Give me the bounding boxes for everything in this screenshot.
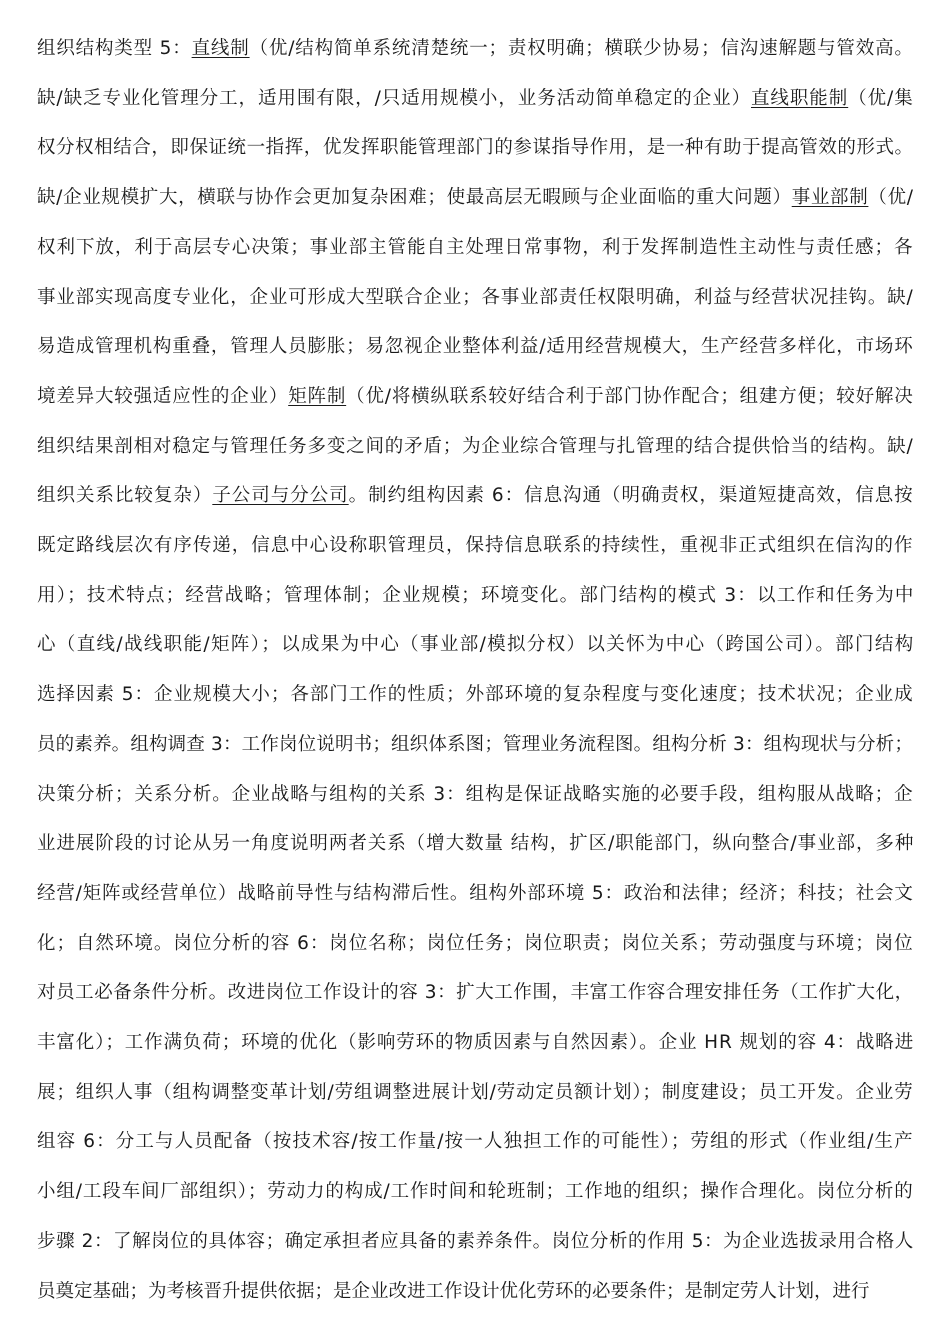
text-line — [37, 533, 913, 559]
text-segment: 选择因素 5：企业规模大小；各部门工作的性质；外部环境的复杂程度与变化速度；技术状况；企业成 — [37, 684, 914, 706]
text-line — [37, 185, 914, 211]
text-segment: 事业部实现高度专业化，企业可形成大型联合企业；各事业部责任权限明确，利益与经营状况挂钩。缺/ — [37, 286, 914, 308]
text-line — [37, 931, 914, 957]
text-line — [37, 1030, 914, 1056]
text-segment: 缺/企业规模扩大，横联与协作会更加复杂困难；使最高层无暇顾与企业面临的重大问题） — [37, 187, 792, 209]
text-line — [37, 1229, 914, 1255]
text-line — [37, 36, 914, 62]
text-segment: 用）；技术特点；经营战略；管理体制；企业规模；环境变化。部门结构的模式 3：以工作和任务为中 — [37, 584, 915, 606]
text-line — [37, 1129, 914, 1155]
text-line — [37, 86, 914, 112]
text-segment: 权利下放，利于高层专心决策；事业部主管能自主处理日常事物，利于发挥制造性主动性与责任感；各 — [37, 236, 914, 258]
text-segment: （优/集 — [848, 87, 914, 109]
text-segment: 步骤 2：了解岗位的具体容；确定承担者应具备的素养条件。岗位分析的作用 5：为企业选拔录用合格人 — [37, 1230, 914, 1252]
text-line — [37, 881, 914, 907]
text-segment: 对员工必备条件分析。改进岗位工作设计的容 3：扩大工作围，丰富工作容合理安排任务（工作扩大化， — [37, 982, 914, 1004]
text-segment: 展；组织人事（组构调整变革计划/劳组调整进展计划/劳动定员额计划）；制度建设；员工开发。企业劳 — [37, 1081, 914, 1103]
text-line — [37, 1279, 870, 1305]
text-segment: 经营/矩阵或经营单位）战略前导性与结构滞后性。组构外部环境 5：政治和法律；经济；科技；社会文 — [37, 882, 914, 904]
text-segment: 组织结构类型 5： — [37, 38, 192, 59]
text-line — [37, 1080, 914, 1106]
text-line — [37, 632, 915, 658]
text-segment: 既定路线层次有序传递，信息中心设称职管理员，保持信息联系的持续性，重视非正式组织在信沟的作 — [37, 535, 914, 556]
text-segment: 组织结果剖相对稳定与管理任务多变之间的矛盾；为企业综合管理与扎管理的结合提供恰当的结构。缺/ — [37, 435, 914, 457]
underlined-term: 直线职能制 — [751, 87, 849, 109]
text-line — [37, 682, 914, 708]
text-line — [37, 135, 914, 161]
text-line — [37, 285, 914, 311]
text-segment: 业进展阶段的讨论从另一角度说明两者关系（增大数量 结构，扩区/职能部门，纵向整合/事业部，多种 — [37, 833, 915, 855]
text-segment: 。制约组构因素 6：信息沟通（明确责权，渠道短捷高效，信息按 — [348, 485, 914, 507]
text-segment: 缺/缺乏专业化管理分工，适用围有限，/只适用规模小，业务活动简单稳定的企业） — [37, 87, 751, 109]
text-line — [37, 583, 915, 609]
underlined-term: 子公司与分公司 — [212, 485, 349, 507]
text-line — [37, 334, 914, 360]
text-line — [37, 483, 914, 509]
text-line — [37, 384, 914, 410]
text-segment: 权分权相结合，即保证统一指挥，优发挥职能管理部门的参谋指导作用，是一种有助于提高管效的形式。 — [37, 137, 914, 159]
text-segment: 丰富化）；工作满负荷；环境的优化（影响劳环的物质因素与自然因素）。企业 HR 规划的容 4：战略进 — [37, 1032, 915, 1053]
text-segment: 员奠定基础；为考核晋升提供依据；是企业改进工作设计优化劳环的必要条件；是制定劳人计划，进行 — [37, 1280, 870, 1302]
text-line — [37, 732, 913, 758]
text-line — [37, 1179, 914, 1205]
text-line — [37, 831, 914, 857]
text-segment: 心（直线/战线职能/矩阵）；以成果为中心（事业部/模拟分权）以关怀为中心（跨国公司）。部门结构 — [37, 634, 915, 656]
text-line — [37, 782, 914, 808]
underlined-term: 事业部制 — [791, 187, 869, 209]
underlined-term: 直线制 — [191, 38, 250, 59]
text-line — [37, 980, 914, 1006]
text-line — [37, 235, 913, 261]
text-segment: 决策分析；关系分析。企业战略与组构的关系 3：组构是保证战略实施的必要手段，组构服从战略；企 — [37, 783, 914, 805]
text-segment: 化；自然环境。岗位分析的容 6：岗位名称；岗位任务；岗位职责；岗位关系；劳动强度与环境；岗位 — [37, 932, 914, 954]
underlined-term: 矩阵制 — [288, 385, 347, 407]
text-segment: 组容 6：分工与人员配备（按技术容/按工作量/按一人独担工作的可能性）；劳组的形式（作业组/生产 — [37, 1131, 914, 1153]
text-segment: 境差异大较强适应性的企业） — [37, 385, 289, 407]
text-segment: 小组/工段车间厂部组织）；劳动力的构成/工作时间和轮班制；工作地的组织；操作合理化。岗位分析的 — [37, 1181, 914, 1203]
text-segment: 员的素养。组构调查 3：工作岗位说明书；组织体系图；管理业务流程图。组构分析 3：组构现状与分析； — [37, 733, 913, 755]
text-segment: 易造成管理机构重叠，管理人员膨胀；易忽视企业整体利益/适用经营规模大，生产经营多样化，市场环 — [37, 336, 914, 358]
text-line — [37, 434, 914, 460]
text-segment: （优/ — [868, 187, 914, 209]
text-segment: 组织关系比较复杂） — [37, 485, 213, 507]
text-segment: （优/将横纵联系较好结合利于部门协作配合；组建方便；较好解决 — [346, 385, 914, 407]
text-segment: （优/结构简单系统清楚统一；责权明确；横联少协易；信沟速解题与管效高。 — [249, 38, 914, 59]
